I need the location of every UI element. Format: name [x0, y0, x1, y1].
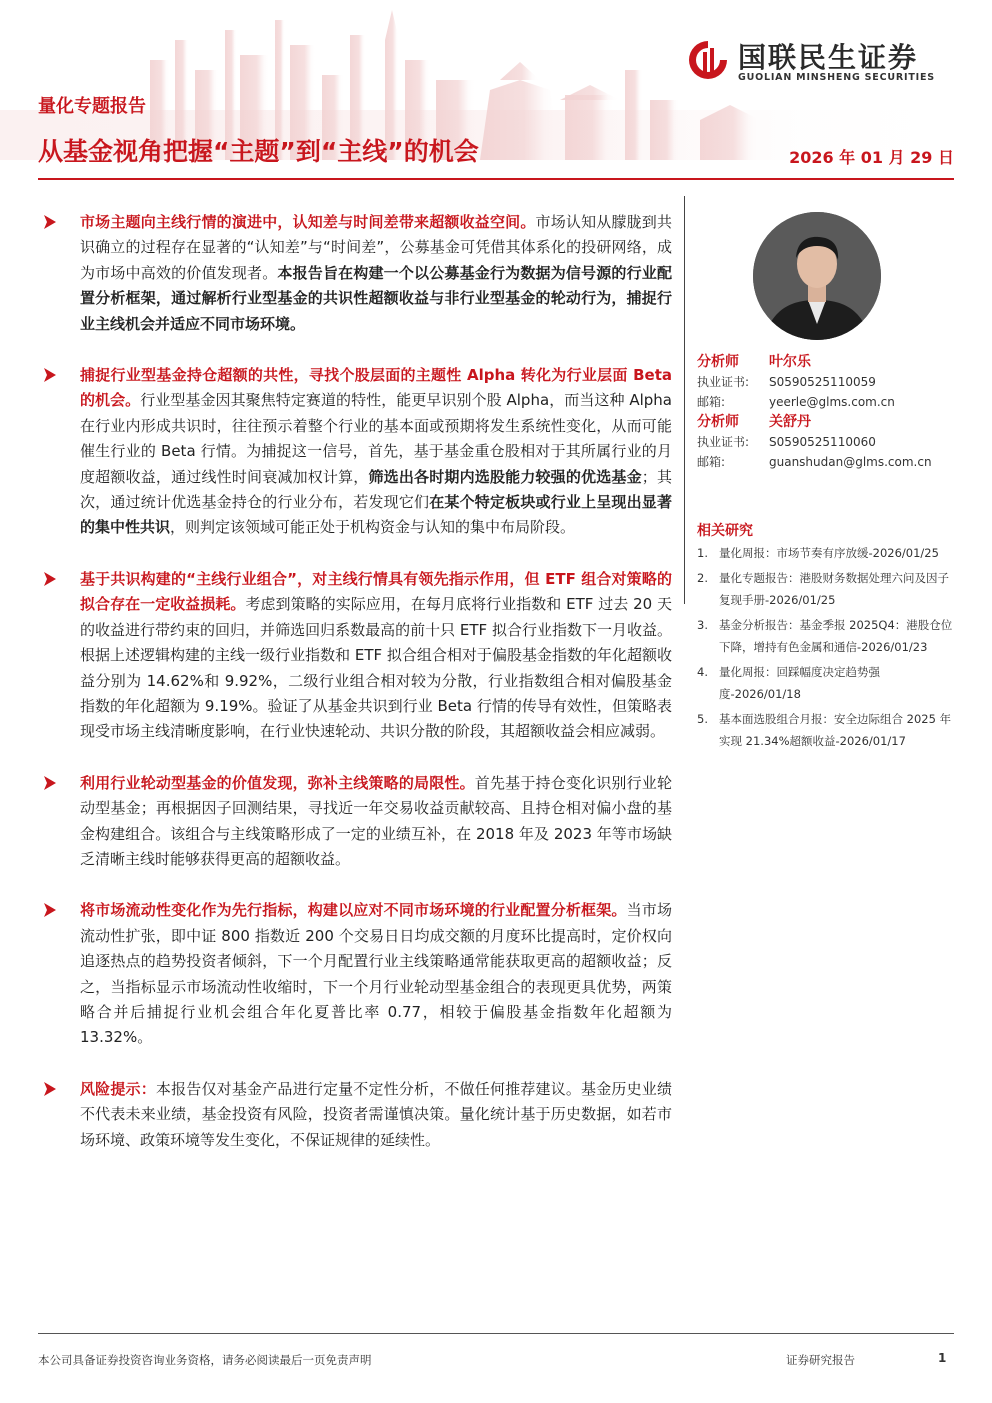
report-type: 量化专题报告: [38, 96, 146, 117]
summary-bullet: [44, 567, 672, 745]
analyst-photo: [753, 212, 881, 340]
footer-divider: [38, 1333, 954, 1334]
arrow-bullet-icon: [44, 368, 56, 382]
report-title: 从基金视角把握“主题”到“主线”的机会: [38, 137, 479, 166]
related-item[interactable]: [697, 542, 955, 565]
related-research-title: 相关研究: [697, 523, 753, 539]
header-divider: [38, 178, 954, 180]
company-logo: [686, 36, 966, 86]
related-research-list: [697, 542, 955, 755]
cert-label: 执业证书:: [697, 375, 750, 389]
bullet-bold: 本报告旨在构建一个以公募基金行为数据为信号源的行业配置分析框架，通过解析行业型基金的共识性超额收益与非行业型基金的轮动行为，捕捉行业主线机会并适应不同市场环境。: [80, 263, 672, 333]
related-item[interactable]: [697, 708, 955, 753]
analyst-name: 叶尔乐: [769, 354, 811, 370]
bullet-lead: 基于共识构建的“主线行业组合”，对主线行情具有领先指示作用，但 ETF 组合对策略的拟合存在一定收益损耗。: [80, 569, 672, 614]
bullet-text: 考虑到策略的实际应用，在每月底将行业指数和 ETF 过去 20 天的收益进行带约束的回归，并筛选回归系数最高的前十只 ETF 拟合行业指数下一月收益。根据上述逻辑构建的主线一级行业指数和 ETF 拟合组合相对于偏股基金指数的年化超额收益分别为 14.62%和 9.92%，二级行业组合相对较为分散，行业指数组合相对偏股基金指数的年化超额为 9.19%。验证了从基金共识到行业 Beta 行情的传导有效性，但策略表现受市场主线清晰度影响，在行业快速轮动、共识分散的阶段，其超额收益会相应减弱。: [80, 595, 672, 741]
related-item-number: 1.: [697, 546, 708, 560]
summary-bullet: [44, 210, 672, 337]
related-item-text: 量化专题报告：港股财务数据处理六问及因子复现手册-2026/01/25: [719, 570, 949, 607]
logo-text-en: GUOLIAN MINSHENG SECURITIES: [738, 72, 935, 83]
arrow-bullet-icon: [44, 215, 56, 229]
analyst-card: [697, 412, 957, 472]
risk-warning: [44, 1077, 672, 1153]
arrow-bullet-icon: [44, 903, 56, 917]
related-item-number: 5.: [697, 711, 708, 726]
analyst-email[interactable]: yeerle@glms.com.cn: [769, 395, 895, 409]
report-date: 2026 年 01 月 29 日: [789, 148, 954, 167]
related-item-number: 2.: [697, 570, 708, 585]
related-item[interactable]: [697, 614, 955, 659]
summary-bullet: [44, 898, 672, 1050]
bullet-text: ，则判定该领域可能正处于机构资金与认知的集中布局阶段。: [170, 518, 576, 537]
bullet-text: 本报告仅对基金产品进行定量不定性分析，不做任何推荐建议。基金历史业绩不代表未来业绩，基金投资有风险，投资者需谨慎决策。量化统计基于历史数据，如若市场环境、政策环境等发生变化，不保证规律的延续性。: [80, 1079, 672, 1149]
email-label: 邮箱:: [697, 455, 726, 469]
arrow-bullet-icon: [44, 572, 56, 586]
bullet-text: 当市场流动性扩张，即中证 800 指数近 200 个交易日日均成交额的月度环比提高时，定价权向追逐热点的趋势投资者倾斜，下一个月配置行业主线策略通常能获取更高的超额收益；反之，当指标显示市场流动性收缩时，下一个月行业轮动型基金组合的表现更具优势，两策略合并后捕捉行业机会组合年化夏普比率 0.77，相较于偏股基金指数年化超额为 13.32%。: [80, 901, 672, 1047]
analyst-role: 分析师: [697, 354, 739, 370]
related-item-number: 4.: [697, 664, 708, 679]
related-item-text: 基本面选股组合月报：安全边际组合 2025 年实现 21.34%超额收益-2026/01/17: [719, 711, 952, 748]
bullet-lead: 捕捉行业型基金持仓超额的共性，寻找个股层面的主题性 Alpha 转化为行业层面 Beta 的机会。: [80, 366, 672, 410]
footer-disclaimer: 本公司具备证券投资咨询业务资格，请务必阅读最后一页免责声明: [38, 1353, 372, 1367]
bullet-text: 市场认知从朦胧到共识确立的过程存在显著的“认知差”与“时间差”，公募基金可凭借其体系化的投研网络，成为市场中高效的价值发现者。: [80, 213, 672, 282]
summary-bullet: [44, 771, 672, 873]
related-item-text: 量化周报：市场节奏有序放缓-2026/01/25: [719, 546, 939, 560]
related-item-number: 3.: [697, 617, 708, 632]
bullet-lead: 将市场流动性变化作为先行指标，构建以应对不同市场环境的行业配置分析框架。: [80, 901, 627, 920]
bullet-lead: 风险提示：: [80, 1079, 156, 1098]
related-item-text: 量化周报：回踩幅度决定趋势强度-2026/01/18: [719, 664, 880, 701]
related-item[interactable]: [697, 661, 955, 706]
bullet-lead: 利用行业轮动型基金的价值发现，弥补主线策略的局限性。: [80, 773, 475, 792]
bullet-bold: 在某个特定板块或行业上呈现出显著的集中性共识: [80, 493, 672, 537]
analyst-role: 分析师: [697, 414, 739, 430]
bullet-bold: 筛选出各时期内选股能力较强的优选基金: [368, 467, 642, 486]
arrow-bullet-icon: [44, 1082, 56, 1096]
logo-text-cn: 国联民生证券: [738, 41, 919, 74]
page-number: 1: [938, 1351, 947, 1365]
related-item[interactable]: [697, 567, 955, 612]
email-label: 邮箱:: [697, 395, 726, 409]
cert-number: S0590525110059: [769, 375, 876, 389]
bullet-text: 首先基于持仓变化识别行业轮动型基金；再根据因子回测结果，寻找近一年交易收益贡献较高、且持仓相对偏小盘的基金构建组合。该组合与主线策略形成了一定的业绩互补，在 2018 年及 2023 年等市场缺乏清晰主线时能够获得更高的超额收益。: [80, 773, 672, 868]
cert-number: S0590525110060: [769, 435, 876, 449]
analyst-name: 关舒丹: [769, 414, 811, 430]
bullet-text: ；其次，通过统计优选基金持仓的行业分布，若发现它们: [80, 467, 672, 512]
summary-bullet: [44, 363, 672, 541]
bullet-text: 行业型基金因其聚焦特定赛道的特性，能更早识别个股 Alpha，而当这种 Alpha 在行业内形成共识时，往往预示着整个行业的基本面或预期将发生系统性变化，从而可能催生行业的 Beta 行情。为捕捉这一信号，首先，基于基金重仓股相对于其所属行业的月度超额收益，通过线性时间衰减加权计算，: [80, 391, 672, 486]
cert-label: 执业证书:: [697, 435, 750, 449]
analyst-portrait-image: [753, 212, 881, 340]
bullet-lead: 市场主题向主线行情的演进中，认知差与时间差带来超额收益空间。: [80, 213, 536, 231]
arrow-bullet-icon: [44, 776, 56, 790]
related-item-text: 基金分析报告：基金季报 2025Q4：港股仓位下降，增持有色金属和通信-2026/01/23: [719, 617, 953, 654]
footer-doc-type: 证券研究报告: [786, 1353, 855, 1367]
logo-mark-icon: [686, 38, 730, 82]
sidebar-divider: [684, 196, 685, 604]
analyst-email[interactable]: guanshudan@glms.com.cn: [769, 455, 932, 469]
summary-body: [44, 210, 672, 1179]
analyst-card: [697, 352, 957, 412]
